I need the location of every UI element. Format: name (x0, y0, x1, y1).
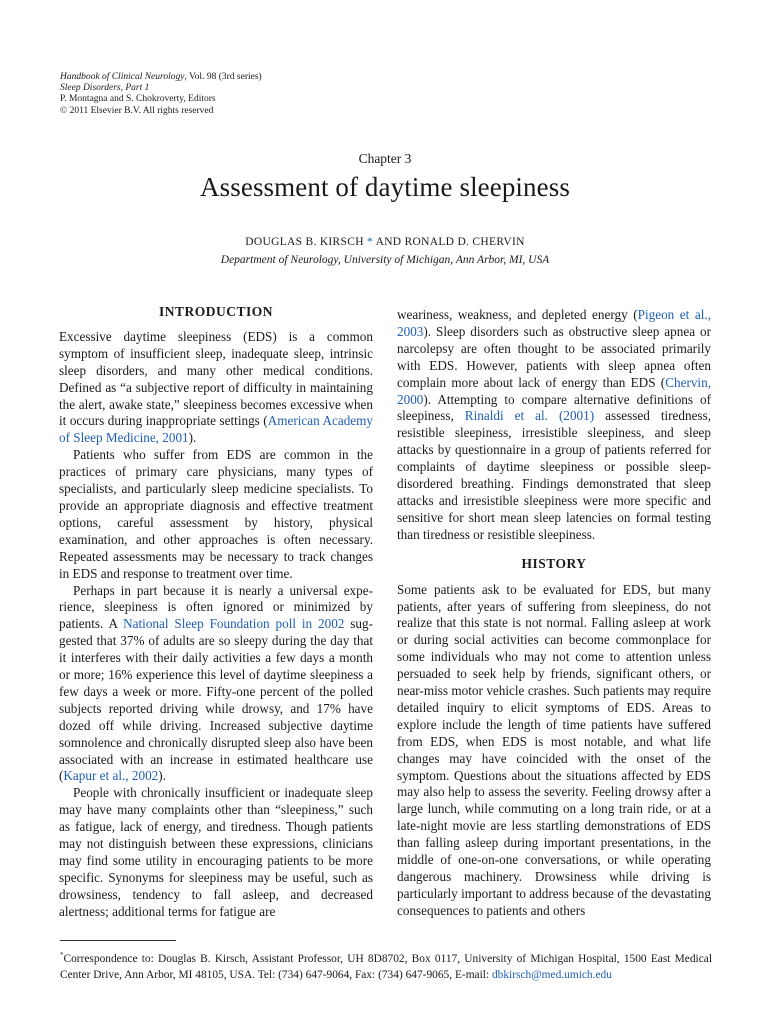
paragraph-text: Excessive daytime sleepiness (EDS) is a common symptom of insufficient sleep, inadequate sleep, intrinsic sleep disorders, and many other medical conditions. Defined as “a subjective report of difficulty in maintaining the alert, awake state,” sleepiness becomes excessive when it occurs during inappropriate settings ( (59, 328, 373, 429)
header-editors: P. Montagna and S. Chokroverty, Editors (60, 94, 216, 105)
citation-link[interactable]: Rinaldi et al. (2001) (464, 408, 595, 424)
citation-link[interactable]: Chervin, 2000 (397, 374, 711, 407)
paragraph (397, 307, 711, 544)
book-title: Handbook of Clinical Neurology (60, 72, 185, 82)
paragraph-text: Perhaps in part because it is nearly a universal experience, sleepiness is often ignored or minimized by patients. A (59, 582, 373, 632)
paragraph-text: ). Attempting to compare alternative definitions of sleepiness, (397, 391, 711, 424)
paragraph-text: suggested that 37% of adults are so sleepy during the day that it interferes with their daily activities a few days a month or more; 16% experience this level of daytime sleepiness a few days a week or more. Fifty-one percent of the polled subjects reported driving while drowsy, and 17% have dozed off while driving. Increased subjective daytime somnolence and chronically disrupted sleep also have been associated with an increase in estimated healthcare use ( (59, 616, 373, 784)
section-heading-history: HISTORY (521, 555, 587, 571)
footnote-marker: * (60, 951, 64, 959)
citation-link[interactable]: Kapur et al., 2002 (63, 768, 159, 784)
paragraph-text: ). (158, 768, 166, 784)
left-column (59, 304, 373, 921)
affiliation: Department of Neurology, University of Michigan, Ann Arbor, MI, USA (220, 254, 550, 266)
author-kirsch: DOUGLAS B. KIRSCH (245, 236, 364, 248)
header-part: Sleep Disorders, Part 1 (60, 83, 150, 94)
footnote-text: Correspondence to: Douglas B. Kirsch, Assistant Professor, UH 8D8702, Box 0117, University of Michigan Hospital, 1500 East Medical Center Drive, Ann Arbor, MI 48105, USA. Tel: (734) 647-9064, Fax: (734) 647-9065, E-mail: (60, 952, 712, 982)
author-line (0, 236, 770, 248)
header-copyright: © 2011 Elsevier B.V. All rights reserved (60, 105, 214, 116)
book-header (60, 72, 262, 117)
citation-link[interactable]: Pigeon et al., 2003 (397, 307, 711, 339)
paragraph-text: ). (188, 430, 197, 446)
chapter-label: Chapter 3 (358, 151, 412, 166)
paragraph: People with chronically insufficient or inadequate sleep may have many complaints other than “sleepiness,” such as fatigue, lack of energy, and tiredness. Though patients may not distinguish between these expressions, clinicians may find some utility in encouraging patients to be more specific. Synonyms for sleepiness may be useful, such as drowsiness, tendency to fall asleep, and decreased alertness; additional terms for fatigue are (59, 785, 373, 919)
paragraph-text: ). Sleep disorders such as obstructive sleep apnea or narcolepsy are often thought to be associated primarily with EDS. However, patients with sleep apnea often complain more about lack of energy than EDS ( (397, 323, 711, 390)
header-line-volume (60, 72, 262, 83)
correspondence-marker[interactable]: * (363, 236, 374, 248)
email-link[interactable]: dbkirsch@med.umich.edu (491, 969, 612, 982)
section-heading-introduction: INTRODUCTION (158, 304, 273, 319)
paragraph: Patients who suffer from EDS are common in the practices of primary care physicians, many types of specialists, and particularly sleep medicine specialists. To provide an appropriate diagnosis and effective treatment options, careful assessment by history, physical examination, and other approaches is often necessary. Repeated assessments may be necessary to track changes in EDS and response to treatment over time. (59, 447, 373, 581)
paragraph: Some patients ask to be evaluated for EDS, but many patients, after years of suffering from sleepiness, do not realize that this state is not normal. Falling asleep at work or during social activities can become commonplace for some individuals who may not come to attention unless persuaded to seek help by friends, significant others, or near-miss motor vehicle crashes. Such patients may require detailed inquiry to elicit symptoms of EDS. Areas to explore include the length of time patients have suffered from EDS, when EDS is most notable, and what life changes may have coincided with the onset of the symptom. Questions about the situations affected by EDS may also help to assess the severity. Feeling drowsy after a large lunch, while commuting on a long train ride, or at a late-night movie are less startling demonstrations of EDS than falling asleep during important presentations, in the middle of one-on-one conversations, or while operating dangerous machinery. Drowsiness while driving is particularly important to address because of the devastating consequences to patients and others (397, 581, 711, 918)
paragraph (59, 329, 373, 447)
page-title: Assessment of daytime sleepiness (200, 172, 570, 202)
right-column (397, 307, 711, 920)
paragraph-text: weariness, weakness, and depleted energy ( (397, 307, 638, 322)
citation-link[interactable]: American Academy of Sleep Medicine, 2001 (59, 413, 373, 446)
footnote (60, 947, 712, 984)
paragraph-text: assessed tiredness, resistible sleepiness, irresistible sleepiness, and sleep attacks by questionnaire in a group of patients referred for complaints of daytime sleepiness or possible sleep-disordered breathing. Findings demonstrated that sleep attacks and irresistible sleepiness were more specific and sensitive for short mean sleep latencies on formal testing than tiredness or resistible sleepiness. (397, 408, 711, 542)
volume-info: , Vol. 98 (3rd series) (184, 72, 262, 82)
author-chervin: AND RONALD D. CHERVIN (373, 236, 525, 248)
citation-link[interactable]: National Sleep Foundation poll in 2002 (123, 616, 345, 632)
paragraph (59, 583, 373, 786)
footnote-divider (60, 940, 176, 941)
